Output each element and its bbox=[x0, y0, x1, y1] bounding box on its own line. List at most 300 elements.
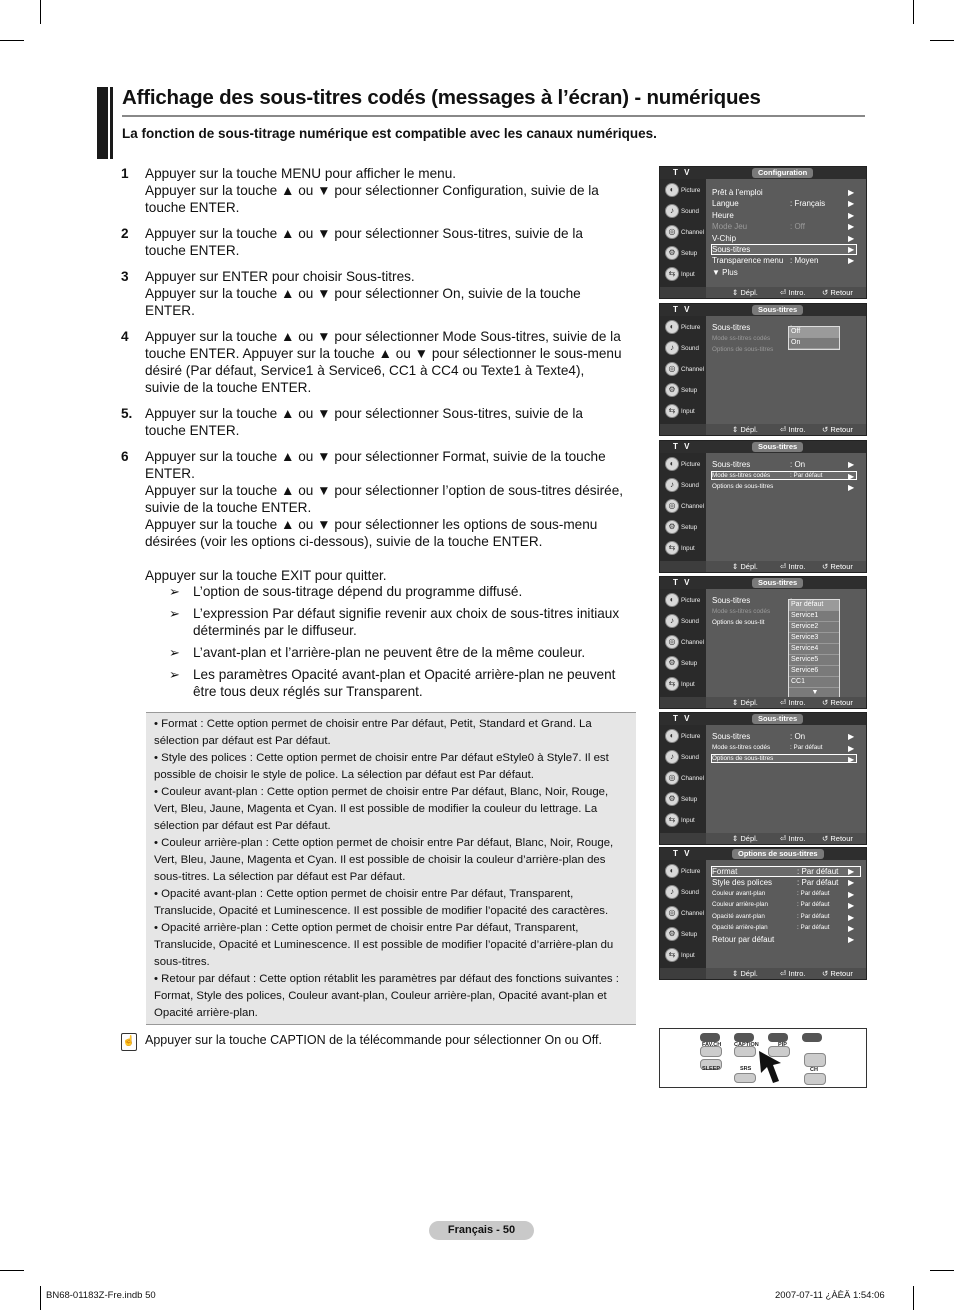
chevron-right-icon: ▶ bbox=[848, 743, 855, 753]
option-description: • Couleur avant-plan : Cette option permet de choisir entre Par défaut, Blanc, Noir, Rouge, Vert, Bleu, Jaune, Magenta et Cyan. Il est possible de modifier la couleur du lettrage. La sélection par défaut est Par défaut. bbox=[154, 786, 609, 832]
menu-row-label: Mode ss-titres codés bbox=[712, 334, 771, 342]
sidebar-item-sound bbox=[663, 612, 703, 630]
sound-icon: ♪ bbox=[665, 750, 679, 764]
option-description: • Opacité arrière-plan : Cette option permet de choisir entre Par défaut, Transparent, Translucide, Opacité et Luminescence. Il est possible de modifier l’opacité d’arrière-plan du sous-titres. bbox=[154, 922, 614, 968]
tv-label: T V bbox=[673, 442, 692, 451]
sidebar-item-channel bbox=[663, 633, 703, 651]
move-hint: ⇕ Dépl. bbox=[732, 969, 758, 978]
arrow-icon: ➢ bbox=[169, 667, 180, 682]
sidebar-item-label: Setup bbox=[681, 931, 698, 938]
sidebar-item-label: Channel bbox=[681, 639, 705, 646]
step-text: Appuyer sur la touche ▲ ou ▼ pour sélectionner Configuration, suivie de la bbox=[145, 183, 599, 198]
sidebar-item-setup bbox=[663, 654, 703, 672]
sidebar-item-picture bbox=[663, 318, 703, 336]
menu-title: Options de sous-titres bbox=[732, 849, 824, 859]
sidebar-item-sound bbox=[663, 476, 703, 494]
sidebar-item-setup bbox=[663, 790, 703, 808]
menu-row-label: Sous-titres bbox=[712, 245, 751, 254]
step-text: Appuyer sur la touche ▲ ou ▼ pour sélectionner les options de sous-menu bbox=[145, 517, 598, 532]
return-hint: ↺ Retour bbox=[822, 698, 853, 707]
sidebar-item-setup bbox=[663, 518, 703, 536]
return-hint: ↺ Retour bbox=[822, 969, 853, 978]
return-hint: ↺ Retour bbox=[822, 288, 853, 297]
sound-icon: ♪ bbox=[665, 614, 679, 628]
sidebar-item-label: Input bbox=[681, 408, 695, 415]
menu-row-value: : Par défaut bbox=[797, 878, 839, 888]
menu-panel bbox=[706, 725, 866, 833]
remote-control-illustration bbox=[659, 1028, 867, 1088]
caption-note-text: Appuyer sur la touche CAPTION de la télécommande pour sélectionner On ou Off. bbox=[145, 1033, 602, 1047]
tv-label: T V bbox=[673, 305, 692, 314]
chevron-right-icon: ▶ bbox=[848, 460, 855, 469]
sidebar-item-label: Sound bbox=[681, 208, 699, 215]
menu-row-label: Couleur avant-plan bbox=[712, 889, 766, 897]
menu-row-value: : Français bbox=[790, 199, 826, 209]
menu-row bbox=[712, 755, 856, 762]
menu-footer bbox=[706, 697, 866, 708]
sidebar-item-label: Input bbox=[681, 817, 695, 824]
tv-menu-screen bbox=[659, 440, 867, 573]
menu-row bbox=[712, 483, 856, 490]
popup-option: Service4 bbox=[789, 644, 839, 655]
menu-row-label: Sous-titres bbox=[712, 732, 751, 741]
step-text: Appuyer sur la touche ▲ ou ▼ pour sélectionner Sous-titres, suivie de la bbox=[145, 406, 583, 421]
menu-row bbox=[712, 256, 856, 265]
step-text: touche ENTER. Appuyer sur la touche ▲ ou ▼ pour sélectionner le sous-menu bbox=[145, 346, 622, 361]
note-text: L’expression Par défaut signifie revenir aux choix de sous-titres initiaux déterminés par le diffuseur. bbox=[193, 606, 620, 638]
chevron-right-icon: ▶ bbox=[848, 188, 855, 197]
popup-option: Service2 bbox=[789, 622, 839, 633]
menu-row-value: : Par défaut bbox=[797, 867, 839, 876]
title-divider bbox=[122, 115, 865, 117]
sidebar-item-label: Picture bbox=[681, 324, 701, 331]
step-number: 5. bbox=[121, 406, 133, 421]
arrow-icon: ➢ bbox=[169, 606, 180, 621]
menu-row bbox=[712, 188, 856, 197]
menu-row bbox=[712, 901, 860, 911]
step-text: Appuyer sur la touche ▲ ou ▼ pour sélectionner On, suivie de la touche bbox=[145, 286, 581, 301]
popup-option: Service3 bbox=[789, 633, 839, 644]
chevron-right-icon: ▶ bbox=[848, 889, 855, 899]
sidebar-item-sound bbox=[663, 202, 703, 220]
menu-row-label: Mode ss-titres codés bbox=[712, 471, 771, 479]
menu-row-label: Style des polices bbox=[712, 878, 773, 888]
remote-label: SLEEP bbox=[702, 1066, 721, 1072]
picture-icon: ◐ bbox=[665, 183, 679, 197]
input-icon: ⇆ bbox=[665, 541, 679, 555]
step-text: désiré (Par défaut, Service1 à Service6, CC1 à CC4 ou Texte1 à Texte4), bbox=[145, 363, 585, 378]
step-text: Appuyer sur la touche ▲ ou ▼ pour sélectionner Mode Sous-titres, suivie de la bbox=[145, 329, 621, 344]
input-icon: ⇆ bbox=[665, 677, 679, 691]
remote-button bbox=[734, 1073, 756, 1083]
crop-mark bbox=[913, 0, 914, 24]
option-description: • Style des polices : Cette option permet de choisir entre Par défaut eStyle0 à Style7. Il est possible de choisir le style de police. La sélection par défaut est Par défaut. bbox=[154, 752, 609, 781]
sidebar-item-label: Input bbox=[681, 271, 695, 278]
sidebar-item-label: Channel bbox=[681, 229, 705, 236]
chevron-right-icon: ▶ bbox=[848, 233, 855, 243]
move-hint: ⇕ Dépl. bbox=[732, 698, 758, 707]
sidebar-item-sound bbox=[663, 339, 703, 357]
menu-footer bbox=[706, 968, 866, 979]
instruction-steps bbox=[121, 165, 641, 709]
remote-label: FAV.CH bbox=[702, 1042, 722, 1048]
menu-row-label: Prêt à l’emploi bbox=[712, 188, 763, 197]
menu-row-label: Mode Jeu bbox=[712, 222, 748, 232]
menu-row-value: : On bbox=[790, 460, 806, 469]
input-icon: ⇆ bbox=[665, 404, 679, 418]
menu-row-value: : Par défaut bbox=[790, 743, 823, 751]
arrow-icon: ➢ bbox=[169, 584, 180, 599]
menu-row-value: : Off bbox=[790, 222, 805, 232]
menu-row-value: : Par défaut bbox=[797, 912, 830, 920]
note-text: Les paramètres Opacité avant-plan et Opacité arrière-plan ne peuvent être tous deux réglés sur Transparent. bbox=[193, 667, 616, 699]
sidebar-item-picture bbox=[663, 181, 703, 199]
menu-row bbox=[712, 913, 860, 920]
crop-mark bbox=[0, 1270, 24, 1271]
menu-row-value: : Par défaut bbox=[797, 901, 830, 909]
remote-button bbox=[802, 1033, 822, 1042]
chevron-down-icon: ▼ bbox=[789, 688, 839, 699]
enter-hint: ⏎ Intro. bbox=[780, 425, 806, 434]
step-number: 3 bbox=[121, 269, 129, 284]
sidebar-item-label: Picture bbox=[681, 597, 701, 604]
sidebar-item-input bbox=[663, 265, 703, 283]
menu-row bbox=[712, 890, 860, 897]
step-text: touche ENTER. bbox=[145, 200, 240, 215]
sound-icon: ♪ bbox=[665, 885, 679, 899]
sidebar-item-label: Setup bbox=[681, 387, 698, 394]
chevron-right-icon: ▶ bbox=[848, 245, 855, 254]
menu-row bbox=[712, 744, 856, 751]
menu-row bbox=[712, 211, 856, 220]
enter-hint: ⏎ Intro. bbox=[780, 288, 806, 297]
sidebar-item-label: Picture bbox=[681, 187, 701, 194]
sidebar-item-label: Channel bbox=[681, 366, 705, 373]
option-description: • Retour par défaut : Cette option rétablit les paramètres par défaut des fonctions suivantes : Format, Style des polices, Couleur avant-plan, Couleur arrière-plan, Opacité avant-plan et Opacité arrière-plan. bbox=[154, 973, 619, 1019]
menu-panel bbox=[706, 453, 866, 561]
enter-hint: ⏎ Intro. bbox=[780, 698, 806, 707]
chevron-right-icon: ▶ bbox=[848, 924, 855, 933]
chevron-right-icon: ▶ bbox=[848, 901, 855, 911]
menu-panel bbox=[706, 316, 866, 424]
tv-label: T V bbox=[673, 168, 692, 177]
step-text: ENTER. bbox=[145, 303, 195, 318]
menu-row-label: Mode ss-titres codés bbox=[712, 743, 771, 751]
step-text: suivie de la touche ENTER. bbox=[145, 380, 312, 395]
return-hint: ↺ Retour bbox=[822, 834, 853, 843]
menu-row-label: Options de sous-titres bbox=[712, 483, 774, 490]
chevron-right-icon: ▶ bbox=[848, 199, 855, 209]
options-info-box bbox=[146, 712, 636, 1025]
menu-row-label: V-Chip bbox=[712, 233, 737, 243]
section-marker-bar bbox=[97, 87, 108, 159]
menu-row bbox=[712, 222, 856, 231]
step-number: 4 bbox=[121, 329, 129, 344]
menu-row-label: Options de sous-tit bbox=[712, 619, 765, 626]
sidebar-item-channel bbox=[663, 904, 703, 922]
step-text: touche ENTER. bbox=[145, 423, 240, 438]
sound-icon: ♪ bbox=[665, 478, 679, 492]
sidebar-item-picture bbox=[663, 591, 703, 609]
note-item bbox=[169, 605, 641, 639]
menu-row-label: Transparence menu bbox=[712, 256, 784, 266]
sidebar-item-label: Sound bbox=[681, 754, 699, 761]
menu-title: Sous-titres bbox=[752, 305, 803, 315]
menu-title: Sous-titres bbox=[752, 714, 803, 724]
menu-row-label: Retour par défaut bbox=[712, 935, 775, 945]
sidebar-item-sound bbox=[663, 883, 703, 901]
chevron-right-icon: ▶ bbox=[848, 935, 855, 945]
enter-hint: ⏎ Intro. bbox=[780, 562, 806, 571]
input-icon: ⇆ bbox=[665, 267, 679, 281]
step-text: touche ENTER. bbox=[145, 243, 240, 258]
remote-button bbox=[700, 1033, 720, 1042]
note-text: L’avant-plan et l’arrière-plan ne peuvent être de la même couleur. bbox=[193, 645, 586, 660]
sidebar-item-channel bbox=[663, 497, 703, 515]
menu-title: Configuration bbox=[752, 168, 813, 178]
step-text: désirées (voir les options ci-dessous), suivie de la touche ENTER. bbox=[145, 534, 543, 549]
menu-row bbox=[712, 732, 856, 741]
menu-row bbox=[712, 199, 856, 208]
menu-row-label: Options de sous-titres bbox=[712, 755, 774, 762]
sidebar-item-label: Channel bbox=[681, 775, 705, 782]
chevron-right-icon: ▶ bbox=[848, 471, 855, 481]
menu-row-label: ▼ Plus bbox=[712, 267, 738, 277]
menu-title: Sous-titres bbox=[752, 442, 803, 452]
setup-icon: ⚙ bbox=[665, 792, 679, 806]
remote-label: PIP bbox=[778, 1042, 787, 1048]
menu-title: Sous-titres bbox=[752, 578, 803, 588]
crop-mark bbox=[0, 40, 24, 41]
step-text: Appuyer sur la touche EXIT pour quitter. bbox=[145, 568, 387, 583]
step-item bbox=[121, 165, 641, 216]
option-description: • Couleur arrière-plan : Cette option permet de choisir entre Par défaut, Blanc, Noir, Rouge, Vert, Bleu, Jaune, Magenta et Cyan. Il est possible de choisir la couleur d’arrière-plan des sous-titres. La sélection par défaut est Par défaut. bbox=[154, 837, 614, 883]
sidebar-item-channel bbox=[663, 223, 703, 241]
remote-label: SRS bbox=[740, 1066, 752, 1072]
crop-mark bbox=[913, 1286, 914, 1310]
return-hint: ↺ Retour bbox=[822, 425, 853, 434]
options-popup bbox=[788, 599, 840, 700]
tv-menu-screen bbox=[659, 576, 867, 709]
step-text: Appuyer sur ENTER pour choisir Sous-titres. bbox=[145, 269, 415, 284]
crop-mark bbox=[40, 1286, 41, 1310]
step-item bbox=[121, 225, 641, 259]
sidebar-item-picture bbox=[663, 455, 703, 473]
step-number: 6 bbox=[121, 449, 129, 464]
crop-mark bbox=[930, 40, 954, 41]
menu-panel bbox=[706, 589, 866, 697]
tv-menu-screen bbox=[659, 166, 867, 299]
tv-menu-screen bbox=[659, 303, 867, 436]
menu-row bbox=[712, 234, 856, 243]
page-number: Français - 50 bbox=[429, 1221, 534, 1240]
sidebar-item-label: Sound bbox=[681, 345, 699, 352]
option-description: • Opacité avant-plan : Cette option permet de choisir entre Par défaut, Transparent, Translucide, Opacité et Luminescence. Il est possible de modifier l’opacité des caractères. bbox=[154, 888, 609, 917]
menu-row-label: Sous-titres bbox=[712, 460, 751, 469]
setup-icon: ⚙ bbox=[665, 656, 679, 670]
notes-list bbox=[169, 583, 641, 700]
sidebar-item-input bbox=[663, 675, 703, 693]
move-hint: ⇕ Dépl. bbox=[732, 425, 758, 434]
note-text: L’option de sous-titrage dépend du programme diffusé. bbox=[193, 584, 523, 599]
print-timestamp: 2007-07-11 ¿ÀÈÄ 1:54:06 bbox=[775, 1290, 885, 1301]
sidebar-item-channel bbox=[663, 360, 703, 378]
channel-icon: ◎ bbox=[665, 225, 679, 239]
chevron-right-icon: ▶ bbox=[848, 222, 855, 232]
channel-up-button bbox=[804, 1053, 826, 1067]
channel-icon: ◎ bbox=[665, 906, 679, 920]
chevron-right-icon: ▶ bbox=[848, 210, 855, 220]
sidebar-item-sound bbox=[663, 748, 703, 766]
chevron-right-icon: ▶ bbox=[848, 732, 855, 741]
crop-mark bbox=[930, 1270, 954, 1271]
sidebar-item-label: Sound bbox=[681, 482, 699, 489]
menu-footer bbox=[706, 287, 866, 298]
return-hint: ↺ Retour bbox=[822, 562, 853, 571]
menu-row bbox=[712, 472, 856, 479]
setup-icon: ⚙ bbox=[665, 246, 679, 260]
step-text: Appuyer sur la touche ▲ ou ▼ pour sélectionner l’option de sous-titres désirée, bbox=[145, 483, 624, 498]
menu-row-label: Heure bbox=[712, 210, 734, 220]
popup-option: Off bbox=[789, 327, 839, 338]
sidebar-item-label: Setup bbox=[681, 250, 698, 257]
menu-row-label: Sous-titres bbox=[712, 323, 751, 332]
sidebar-item-label: Input bbox=[681, 545, 695, 552]
sidebar-item-channel bbox=[663, 769, 703, 787]
options-popup bbox=[788, 326, 840, 350]
sidebar-item-label: Channel bbox=[681, 503, 705, 510]
menu-row-label: Options de sous-titres bbox=[712, 346, 774, 353]
arrow-icon: ➢ bbox=[169, 645, 180, 660]
sidebar-item-label: Setup bbox=[681, 796, 698, 803]
page-title: Affichage des sous-titres codés (messages à l’écran) - numériques bbox=[122, 86, 761, 109]
remote-hand-icon: ☝ bbox=[121, 1033, 137, 1051]
sound-icon: ♪ bbox=[665, 204, 679, 218]
sidebar-item-input bbox=[663, 946, 703, 964]
sidebar-item-picture bbox=[663, 727, 703, 745]
sidebar-item-setup bbox=[663, 925, 703, 943]
popup-option: Service6 bbox=[789, 666, 839, 677]
option-description: • Format : Cette option permet de choisir entre Par défaut, Petit, Standard et Grand. La sélection par défaut est Par défaut. bbox=[154, 718, 592, 747]
channel-icon: ◎ bbox=[665, 499, 679, 513]
sidebar-item-label: Picture bbox=[681, 733, 701, 740]
menu-row bbox=[712, 867, 860, 876]
tv-menu-screen bbox=[659, 847, 867, 980]
move-hint: ⇕ Dépl. bbox=[732, 562, 758, 571]
chevron-right-icon: ▶ bbox=[848, 483, 855, 492]
menu-row-value: : On bbox=[790, 732, 806, 741]
tv-label: T V bbox=[673, 714, 692, 723]
sound-icon: ♪ bbox=[665, 341, 679, 355]
menu-row bbox=[712, 878, 860, 887]
menu-row-label: Sous-titres bbox=[712, 596, 751, 605]
page-subtitle: La fonction de sous-titrage numérique est compatible avec les canaux numériques. bbox=[122, 126, 657, 141]
menu-row-value: : Moyen bbox=[790, 256, 819, 266]
enter-hint: ⏎ Intro. bbox=[780, 834, 806, 843]
crop-mark bbox=[40, 0, 41, 24]
picture-icon: ◐ bbox=[665, 593, 679, 607]
menu-row bbox=[712, 935, 860, 944]
sidebar-item-input bbox=[663, 811, 703, 829]
menu-row bbox=[712, 245, 856, 254]
picture-icon: ◐ bbox=[665, 864, 679, 878]
sidebar-item-input bbox=[663, 539, 703, 557]
move-hint: ⇕ Dépl. bbox=[732, 288, 758, 297]
step-item bbox=[121, 268, 641, 319]
input-icon: ⇆ bbox=[665, 813, 679, 827]
sidebar-item-label: Input bbox=[681, 952, 695, 959]
menu-row-label: Opacité avant-plan bbox=[712, 912, 765, 920]
sidebar-item-picture bbox=[663, 862, 703, 880]
section-marker-bar bbox=[110, 87, 113, 159]
menu-row bbox=[712, 924, 860, 931]
sidebar-item-label: Setup bbox=[681, 660, 698, 667]
chevron-right-icon: ▶ bbox=[848, 755, 855, 764]
channel-icon: ◎ bbox=[665, 635, 679, 649]
pointer-arrow-icon bbox=[755, 1049, 785, 1084]
sidebar-item-label: Sound bbox=[681, 618, 699, 625]
step-text: suivie de la touche ENTER. bbox=[145, 500, 312, 515]
remote-button bbox=[768, 1033, 788, 1042]
menu-row-value: : Par défaut bbox=[790, 471, 823, 479]
step-item bbox=[121, 405, 641, 439]
menu-row bbox=[712, 460, 856, 469]
move-hint: ⇕ Dépl. bbox=[732, 834, 758, 843]
chevron-right-icon: ▶ bbox=[848, 912, 855, 922]
sidebar-item-label: Picture bbox=[681, 461, 701, 468]
tv-label: T V bbox=[673, 849, 692, 858]
remote-label: CH bbox=[810, 1067, 818, 1073]
note-item bbox=[169, 666, 641, 700]
chevron-right-icon: ▶ bbox=[848, 878, 855, 888]
menu-row-label: Mode ss-titres codés bbox=[712, 607, 771, 615]
menu-row-value: : Par défaut bbox=[797, 889, 830, 897]
note-item bbox=[169, 644, 641, 661]
picture-icon: ◐ bbox=[665, 457, 679, 471]
enter-hint: ⏎ Intro. bbox=[780, 969, 806, 978]
step-number: 2 bbox=[121, 226, 129, 241]
step-text: Appuyer sur la touche MENU pour afficher le menu. bbox=[145, 166, 457, 181]
popup-option: Service1 bbox=[789, 611, 839, 622]
menu-row-label: Langue bbox=[712, 199, 739, 209]
note-item bbox=[169, 583, 641, 600]
tv-menu-screen bbox=[659, 712, 867, 845]
sidebar-item-label: Input bbox=[681, 681, 695, 688]
step-item bbox=[121, 448, 641, 700]
popup-option: On bbox=[789, 338, 839, 349]
sidebar-item-label: Sound bbox=[681, 889, 699, 896]
popup-option: Service5 bbox=[789, 655, 839, 666]
menu-row-label: Opacité arrière-plan bbox=[712, 924, 768, 931]
setup-icon: ⚙ bbox=[665, 520, 679, 534]
channel-down-button bbox=[804, 1073, 826, 1085]
channel-icon: ◎ bbox=[665, 362, 679, 376]
sidebar-item-setup bbox=[663, 244, 703, 262]
menu-row-label: Couleur arrière-plan bbox=[712, 901, 768, 909]
sidebar-item-label: Setup bbox=[681, 524, 698, 531]
sidebar-item-label: Channel bbox=[681, 910, 705, 917]
popup-option: CC1 bbox=[789, 677, 839, 688]
menu-row-value: : Par défaut bbox=[797, 924, 830, 931]
menu-row-label: Format bbox=[712, 867, 738, 876]
step-text: ENTER. bbox=[145, 466, 195, 481]
step-text: Appuyer sur la touche ▲ ou ▼ pour sélectionner Format, suivie de la touche bbox=[145, 449, 606, 464]
channel-icon: ◎ bbox=[665, 771, 679, 785]
menu-row bbox=[712, 268, 856, 277]
sidebar-item-input bbox=[663, 402, 703, 420]
chevron-right-icon: ▶ bbox=[848, 867, 855, 876]
picture-icon: ◐ bbox=[665, 729, 679, 743]
